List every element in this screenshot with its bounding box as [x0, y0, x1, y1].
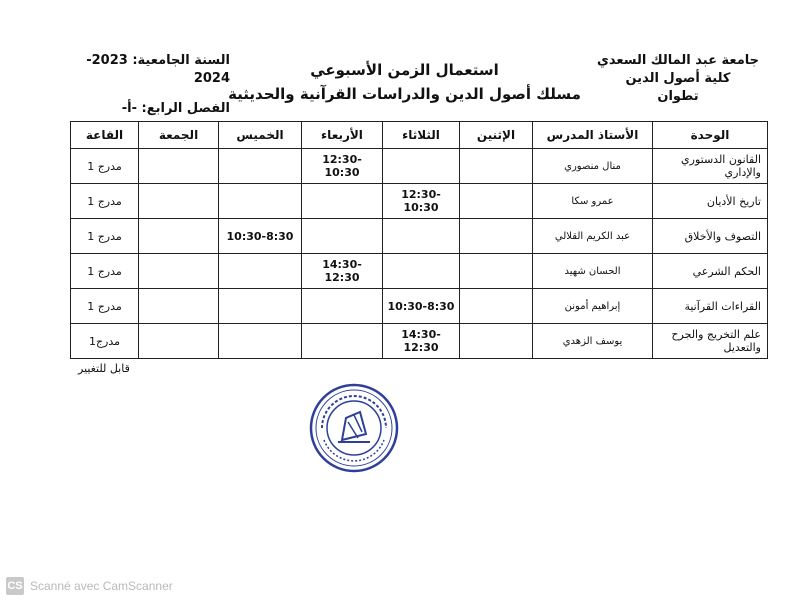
professor-cell: منال منصوري: [533, 149, 653, 184]
wednesday-cell: 14:30-12:30: [302, 254, 383, 289]
col-friday: الجمعة: [139, 122, 219, 149]
table-header-row: [71, 122, 768, 149]
tuesday-cell: 14:30-12:30: [383, 324, 460, 359]
col-professor: الأستاذ المدرس: [533, 122, 653, 149]
table-row: [71, 324, 768, 359]
monday-cell: [460, 289, 533, 324]
hall-cell: مدرج1: [71, 324, 139, 359]
wednesday-cell: [302, 289, 383, 324]
thursday-cell: 10:30-8:30: [219, 219, 302, 254]
tuesday-cell: [383, 149, 460, 184]
col-unit: الوحدة: [653, 122, 768, 149]
monday-cell: [460, 324, 533, 359]
document-title: استعمال الزمن الأسبوعي: [310, 61, 499, 79]
thursday-cell: [219, 289, 302, 324]
friday-cell: [139, 289, 219, 324]
col-monday: الإثنين: [460, 122, 533, 149]
monday-cell: [460, 254, 533, 289]
wednesday-cell: [302, 219, 383, 254]
thursday-cell: [219, 324, 302, 359]
document-subtitle: مسلك أصول الدين والدراسات القرآنية والحديثية: [228, 85, 581, 103]
col-wednesday: الأربعاء: [302, 122, 383, 149]
hall-cell: مدرج 1: [71, 289, 139, 324]
professor-cell: عبد الكريم القلالي: [533, 219, 653, 254]
friday-cell: [139, 184, 219, 219]
friday-cell: [139, 149, 219, 184]
professor-cell: الحسان شهيد: [533, 254, 653, 289]
monday-cell: [460, 184, 533, 219]
table-row: [71, 254, 768, 289]
faculty-stamp-icon: [308, 382, 400, 474]
hall-cell: مدرج 1: [71, 219, 139, 254]
unit-cell: الحكم الشرعي: [653, 254, 768, 289]
wednesday-cell: 12:30-10:30: [302, 149, 383, 184]
tuesday-cell: 10:30-8:30: [383, 289, 460, 324]
university-name: جامعة عبد المالك السعدي: [596, 53, 759, 68]
col-tuesday: الثلاثاء: [383, 122, 460, 149]
unit-cell: تاريخ الأديان: [653, 184, 768, 219]
hall-cell: مدرج 1: [71, 149, 139, 184]
unit-cell: القانون الدستوري والإداري: [653, 149, 768, 184]
subject-to-change-note: قابل للتغيير: [78, 362, 130, 375]
camscanner-label: Scanné avec CamScanner: [30, 579, 173, 593]
tuesday-cell: 12:30-10:30: [383, 184, 460, 219]
table-row: [71, 289, 768, 324]
tuesday-cell: [383, 254, 460, 289]
monday-cell: [460, 149, 533, 184]
col-hall: القاعة: [71, 122, 139, 149]
unit-cell: علم التخريج والجرح والتعديل: [653, 324, 768, 359]
friday-cell: [139, 254, 219, 289]
friday-cell: [139, 324, 219, 359]
wednesday-cell: [302, 184, 383, 219]
semester-label: الفصل الرابع: -أ-: [121, 101, 230, 116]
table-row: [71, 149, 768, 184]
camscanner-watermark: [0, 575, 206, 597]
faculty-name: كلية أصول الدين: [625, 71, 731, 86]
monday-cell: [460, 219, 533, 254]
tuesday-cell: [383, 219, 460, 254]
academic-info: [70, 52, 230, 118]
weekly-schedule-table: [70, 121, 768, 359]
unit-cell: التصوف والأخلاق: [653, 219, 768, 254]
professor-cell: عمرو سكا: [533, 184, 653, 219]
table-row: [71, 184, 768, 219]
thursday-cell: [219, 254, 302, 289]
city-name: تطوان: [657, 89, 699, 104]
hall-cell: مدرج 1: [71, 254, 139, 289]
thursday-cell: [219, 184, 302, 219]
professor-cell: إبراهيم أمونن: [533, 289, 653, 324]
table-row: [71, 219, 768, 254]
wednesday-cell: [302, 324, 383, 359]
hall-cell: مدرج 1: [71, 184, 139, 219]
unit-cell: القراءات القرآنية: [653, 289, 768, 324]
friday-cell: [139, 219, 219, 254]
academic-year: السنة الجامعية: 2023-2024: [86, 53, 230, 86]
thursday-cell: [219, 149, 302, 184]
col-thursday: الخميس: [219, 122, 302, 149]
camscanner-logo-icon: CS: [6, 577, 24, 595]
professor-cell: يوسف الزهدي: [533, 324, 653, 359]
